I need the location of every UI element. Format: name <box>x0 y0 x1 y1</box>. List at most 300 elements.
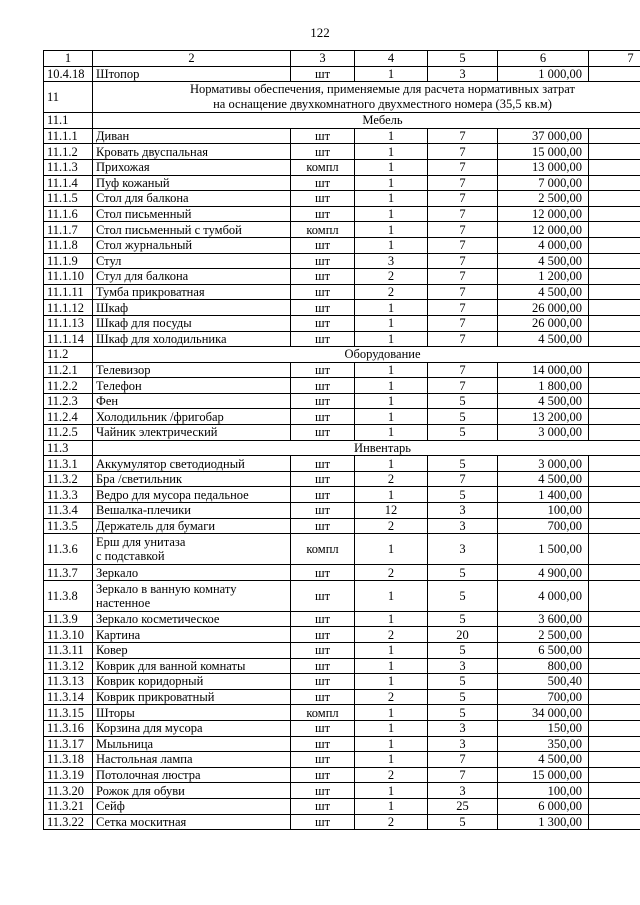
item-quantity: 1 <box>355 534 428 565</box>
column-number: 5 <box>428 51 498 67</box>
item-note <box>589 814 640 830</box>
item-unit: компл <box>291 534 355 565</box>
item-unit: шт <box>291 783 355 799</box>
item-note <box>589 565 640 581</box>
item-quantity: 1 <box>355 658 428 674</box>
table-row <box>44 425 640 441</box>
item-name: Телевизор <box>93 362 291 378</box>
table-row <box>44 315 640 331</box>
table-row <box>44 253 640 269</box>
item-name: Зеркало <box>93 565 291 581</box>
column-number: 3 <box>291 51 355 67</box>
item-price: 3 000,00 <box>498 425 589 441</box>
item-unit: шт <box>291 300 355 316</box>
column-number-row <box>44 51 640 67</box>
item-name: Ковер <box>93 643 291 659</box>
item-note <box>589 487 640 503</box>
table-row <box>44 237 640 253</box>
item-number: 11.1.4 <box>44 175 93 191</box>
item-quantity: 1 <box>355 175 428 191</box>
item-number: 11.1.9 <box>44 253 93 269</box>
item-note <box>589 409 640 425</box>
section-caption-row <box>44 82 640 113</box>
table-row <box>44 627 640 643</box>
item-note <box>589 175 640 191</box>
item-price: 1 300,00 <box>498 814 589 830</box>
item-term: 5 <box>428 425 498 441</box>
item-name: Аккумулятор светодиодный <box>93 456 291 472</box>
item-term: 3 <box>428 503 498 519</box>
item-unit: шт <box>291 409 355 425</box>
item-unit: шт <box>291 565 355 581</box>
item-price: 15 000,00 <box>498 767 589 783</box>
item-unit: шт <box>291 206 355 222</box>
item-unit: шт <box>291 144 355 160</box>
item-quantity: 1 <box>355 393 428 409</box>
item-number: 11.3.19 <box>44 767 93 783</box>
item-name: Стол письменный <box>93 206 291 222</box>
table-row <box>44 814 640 830</box>
item-name: Стул для балкона <box>93 269 291 285</box>
item-unit: шт <box>291 580 355 611</box>
item-quantity: 2 <box>355 269 428 285</box>
item-quantity: 1 <box>355 487 428 503</box>
item-note <box>589 705 640 721</box>
item-name: Зеркало косметическое <box>93 611 291 627</box>
item-quantity: 1 <box>355 191 428 207</box>
item-note <box>589 518 640 534</box>
item-price: 12 000,00 <box>498 222 589 238</box>
item-quantity: 2 <box>355 814 428 830</box>
item-note <box>589 752 640 768</box>
table-row <box>44 393 640 409</box>
item-number: 11.3.11 <box>44 643 93 659</box>
item-term: 3 <box>428 66 498 82</box>
item-term: 5 <box>428 580 498 611</box>
item-price: 6 000,00 <box>498 798 589 814</box>
item-price: 7 000,00 <box>498 175 589 191</box>
item-price: 700,00 <box>498 689 589 705</box>
item-price: 12 000,00 <box>498 206 589 222</box>
item-unit: компл <box>291 222 355 238</box>
item-unit: компл <box>291 159 355 175</box>
item-quantity: 1 <box>355 643 428 659</box>
item-price: 13 000,00 <box>498 159 589 175</box>
item-note <box>589 503 640 519</box>
item-price: 1 000,00 <box>498 66 589 82</box>
item-term: 7 <box>428 253 498 269</box>
table-row <box>44 128 640 144</box>
item-number: 11.1.1 <box>44 128 93 144</box>
item-number: 11.2.1 <box>44 362 93 378</box>
item-term: 3 <box>428 658 498 674</box>
item-number: 11.1.10 <box>44 269 93 285</box>
item-name: Стол письменный с тумбой <box>93 222 291 238</box>
item-quantity: 1 <box>355 456 428 472</box>
item-quantity: 2 <box>355 627 428 643</box>
item-quantity: 1 <box>355 674 428 690</box>
item-quantity: 1 <box>355 128 428 144</box>
item-quantity: 1 <box>355 362 428 378</box>
item-note <box>589 580 640 611</box>
item-price: 14 000,00 <box>498 362 589 378</box>
item-number: 11.1.2 <box>44 144 93 160</box>
item-unit: шт <box>291 752 355 768</box>
item-name: Шкаф для посуды <box>93 315 291 331</box>
item-term: 7 <box>428 175 498 191</box>
item-note <box>589 331 640 347</box>
item-note <box>589 66 640 82</box>
item-unit: шт <box>291 658 355 674</box>
table-row <box>44 300 640 316</box>
table-row <box>44 331 640 347</box>
item-note <box>589 674 640 690</box>
group-header-row <box>44 347 640 363</box>
item-quantity: 1 <box>355 425 428 441</box>
item-price: 500,40 <box>498 674 589 690</box>
group-title: Мебель <box>93 113 640 129</box>
item-price: 15 000,00 <box>498 144 589 160</box>
item-quantity: 3 <box>355 253 428 269</box>
item-name-line: Ерш для унитаза <box>96 535 186 550</box>
item-unit: шт <box>291 627 355 643</box>
item-number: 11.3.20 <box>44 783 93 799</box>
item-name: Шкаф для холодильника <box>93 331 291 347</box>
item-term: 25 <box>428 798 498 814</box>
item-note <box>589 253 640 269</box>
item-number: 11.3.4 <box>44 503 93 519</box>
item-unit: шт <box>291 425 355 441</box>
item-price: 37 000,00 <box>498 128 589 144</box>
item-quantity: 12 <box>355 503 428 519</box>
item-price: 4 500,00 <box>498 331 589 347</box>
item-term: 3 <box>428 720 498 736</box>
item-term: 7 <box>428 191 498 207</box>
item-note <box>589 658 640 674</box>
item-note <box>589 362 640 378</box>
item-unit: шт <box>291 643 355 659</box>
item-name: Коврик прикроватный <box>93 689 291 705</box>
item-unit: шт <box>291 767 355 783</box>
item-quantity: 1 <box>355 144 428 160</box>
item-quantity: 2 <box>355 565 428 581</box>
item-term: 7 <box>428 331 498 347</box>
item-note <box>589 720 640 736</box>
item-note <box>589 128 640 144</box>
item-term: 5 <box>428 487 498 503</box>
item-name: Бра /светильник <box>93 471 291 487</box>
item-note <box>589 378 640 394</box>
table-row <box>44 206 640 222</box>
item-price: 100,00 <box>498 783 589 799</box>
item-price: 350,00 <box>498 736 589 752</box>
item-quantity: 2 <box>355 518 428 534</box>
table-row <box>44 534 640 565</box>
item-note <box>589 393 640 409</box>
item-price: 3 600,00 <box>498 611 589 627</box>
item-term: 20 <box>428 627 498 643</box>
item-price: 6 500,00 <box>498 643 589 659</box>
item-price: 4 500,00 <box>498 471 589 487</box>
item-price: 4 500,00 <box>498 253 589 269</box>
item-term: 5 <box>428 611 498 627</box>
item-number: 11.2.5 <box>44 425 93 441</box>
item-name <box>93 580 291 611</box>
item-term: 5 <box>428 393 498 409</box>
item-note <box>589 315 640 331</box>
item-name: Рожок для обуви <box>93 783 291 799</box>
item-term: 3 <box>428 736 498 752</box>
item-term: 7 <box>428 300 498 316</box>
item-quantity: 1 <box>355 66 428 82</box>
table-row <box>44 471 640 487</box>
item-number: 11.1.3 <box>44 159 93 175</box>
item-note <box>589 222 640 238</box>
item-number: 11.1.8 <box>44 237 93 253</box>
item-price: 26 000,00 <box>498 315 589 331</box>
item-term: 7 <box>428 362 498 378</box>
item-quantity: 1 <box>355 736 428 752</box>
item-price: 4 000,00 <box>498 580 589 611</box>
item-quantity: 1 <box>355 300 428 316</box>
item-price: 4 500,00 <box>498 752 589 768</box>
item-term: 3 <box>428 518 498 534</box>
item-name <box>93 534 291 565</box>
item-term: 7 <box>428 471 498 487</box>
item-unit: шт <box>291 362 355 378</box>
item-name: Мыльница <box>93 736 291 752</box>
item-number: 11.3.7 <box>44 565 93 581</box>
table-row <box>44 565 640 581</box>
column-number: 1 <box>44 51 93 67</box>
item-term: 5 <box>428 705 498 721</box>
item-term: 5 <box>428 456 498 472</box>
item-unit: шт <box>291 487 355 503</box>
item-name: Шкаф <box>93 300 291 316</box>
item-term: 5 <box>428 643 498 659</box>
item-term: 7 <box>428 144 498 160</box>
table-row <box>44 66 640 82</box>
item-price: 26 000,00 <box>498 300 589 316</box>
item-price: 1 500,00 <box>498 534 589 565</box>
table-row <box>44 269 640 285</box>
item-note <box>589 534 640 565</box>
item-unit: шт <box>291 518 355 534</box>
table-row <box>44 175 640 191</box>
item-number: 11.3.17 <box>44 736 93 752</box>
section-caption-line: Нормативы обеспечения, применяемые для расчета нормативных затрат <box>190 82 575 97</box>
table-row <box>44 798 640 814</box>
group-header-row <box>44 113 640 129</box>
group-number: 11.2 <box>44 347 93 363</box>
item-price: 3 000,00 <box>498 456 589 472</box>
item-name: Держатель для бумаги <box>93 518 291 534</box>
item-quantity: 2 <box>355 284 428 300</box>
item-unit: шт <box>291 253 355 269</box>
item-price: 4 500,00 <box>498 393 589 409</box>
item-number: 11.1.12 <box>44 300 93 316</box>
norms-table <box>43 50 640 830</box>
item-name: Тумба прикроватная <box>93 284 291 300</box>
table-row <box>44 284 640 300</box>
item-number: 11.3.3 <box>44 487 93 503</box>
item-number: 11.3.22 <box>44 814 93 830</box>
item-unit: шт <box>291 798 355 814</box>
item-name: Стул <box>93 253 291 269</box>
item-unit: шт <box>291 611 355 627</box>
table-row <box>44 191 640 207</box>
table-row <box>44 689 640 705</box>
item-unit: шт <box>291 689 355 705</box>
item-name: Коврик коридорный <box>93 674 291 690</box>
item-quantity: 1 <box>355 237 428 253</box>
item-number: 11.3.18 <box>44 752 93 768</box>
item-number: 11.3.15 <box>44 705 93 721</box>
item-number: 11.3.1 <box>44 456 93 472</box>
item-unit: шт <box>291 503 355 519</box>
item-name: Коврик для ванной комнаты <box>93 658 291 674</box>
item-name: Потолочная люстра <box>93 767 291 783</box>
item-name: Штопор <box>93 66 291 82</box>
item-note <box>589 471 640 487</box>
item-note <box>589 284 640 300</box>
item-note <box>589 300 640 316</box>
item-number: 11.2.2 <box>44 378 93 394</box>
table-row <box>44 767 640 783</box>
item-term: 3 <box>428 534 498 565</box>
item-term: 7 <box>428 128 498 144</box>
item-quantity: 2 <box>355 767 428 783</box>
item-term: 7 <box>428 159 498 175</box>
item-term: 7 <box>428 206 498 222</box>
item-unit: компл <box>291 705 355 721</box>
item-number: 11.3.5 <box>44 518 93 534</box>
item-name: Корзина для мусора <box>93 720 291 736</box>
item-number: 11.3.13 <box>44 674 93 690</box>
table-row <box>44 720 640 736</box>
item-quantity: 1 <box>355 331 428 347</box>
item-term: 7 <box>428 767 498 783</box>
item-term: 7 <box>428 237 498 253</box>
item-quantity: 1 <box>355 611 428 627</box>
table-row <box>44 705 640 721</box>
item-name-line: Зеркало в ванную комнату <box>96 581 237 596</box>
item-unit: шт <box>291 471 355 487</box>
item-note <box>589 736 640 752</box>
item-number: 11.1.5 <box>44 191 93 207</box>
table-row <box>44 159 640 175</box>
item-unit: шт <box>291 720 355 736</box>
item-term: 5 <box>428 674 498 690</box>
item-unit: шт <box>291 674 355 690</box>
item-price: 150,00 <box>498 720 589 736</box>
item-quantity: 1 <box>355 752 428 768</box>
item-term: 3 <box>428 783 498 799</box>
item-note <box>589 144 640 160</box>
item-name: Прихожая <box>93 159 291 175</box>
item-quantity: 1 <box>355 206 428 222</box>
column-number: 4 <box>355 51 428 67</box>
item-unit: шт <box>291 269 355 285</box>
item-quantity: 1 <box>355 159 428 175</box>
item-name: Сетка москитная <box>93 814 291 830</box>
column-number: 6 <box>498 51 589 67</box>
section-number: 11 <box>44 82 93 113</box>
table-row <box>44 362 640 378</box>
item-note <box>589 237 640 253</box>
item-unit: шт <box>291 191 355 207</box>
group-title: Инвентарь <box>93 440 640 456</box>
item-price: 4 500,00 <box>498 284 589 300</box>
group-header-row <box>44 440 640 456</box>
item-unit: шт <box>291 814 355 830</box>
item-unit: шт <box>291 331 355 347</box>
item-number: 11.3.10 <box>44 627 93 643</box>
item-price: 34 000,00 <box>498 705 589 721</box>
item-number: 11.1.6 <box>44 206 93 222</box>
item-number: 11.3.14 <box>44 689 93 705</box>
item-term: 7 <box>428 378 498 394</box>
item-name: Вешалка-плечики <box>93 503 291 519</box>
item-price: 700,00 <box>498 518 589 534</box>
norms-table-body <box>44 51 640 830</box>
item-note <box>589 269 640 285</box>
item-name: Чайник электрический <box>93 425 291 441</box>
item-unit: шт <box>291 378 355 394</box>
item-unit: шт <box>291 128 355 144</box>
item-unit: шт <box>291 456 355 472</box>
item-term: 7 <box>428 752 498 768</box>
table-row <box>44 503 640 519</box>
item-note <box>589 643 640 659</box>
item-quantity: 1 <box>355 378 428 394</box>
item-note <box>589 206 640 222</box>
table-row <box>44 222 640 238</box>
item-name: Сейф <box>93 798 291 814</box>
item-number: 11.1.14 <box>44 331 93 347</box>
group-title: Оборудование <box>93 347 640 363</box>
item-price: 1 800,00 <box>498 378 589 394</box>
item-name: Стол журнальный <box>93 237 291 253</box>
item-quantity: 1 <box>355 705 428 721</box>
section-caption-line: на оснащение двухкомнатного двухместного номера (35,5 кв.м) <box>213 97 552 112</box>
item-name: Фен <box>93 393 291 409</box>
table-row <box>44 643 640 659</box>
item-price: 13 200,00 <box>498 409 589 425</box>
item-number: 11.2.3 <box>44 393 93 409</box>
item-term: 5 <box>428 814 498 830</box>
item-price: 2 500,00 <box>498 191 589 207</box>
group-number: 11.3 <box>44 440 93 456</box>
table-row <box>44 378 640 394</box>
item-note <box>589 627 640 643</box>
item-number: 11.3.6 <box>44 534 93 565</box>
item-name: Диван <box>93 128 291 144</box>
item-unit: шт <box>291 284 355 300</box>
item-term: 5 <box>428 409 498 425</box>
table-row <box>44 456 640 472</box>
item-term: 7 <box>428 222 498 238</box>
item-unit: шт <box>291 66 355 82</box>
item-term: 7 <box>428 315 498 331</box>
table-row <box>44 752 640 768</box>
table-row <box>44 409 640 425</box>
table-row <box>44 518 640 534</box>
section-caption <box>93 82 640 113</box>
item-note <box>589 425 640 441</box>
table-row <box>44 580 640 611</box>
table-row <box>44 611 640 627</box>
